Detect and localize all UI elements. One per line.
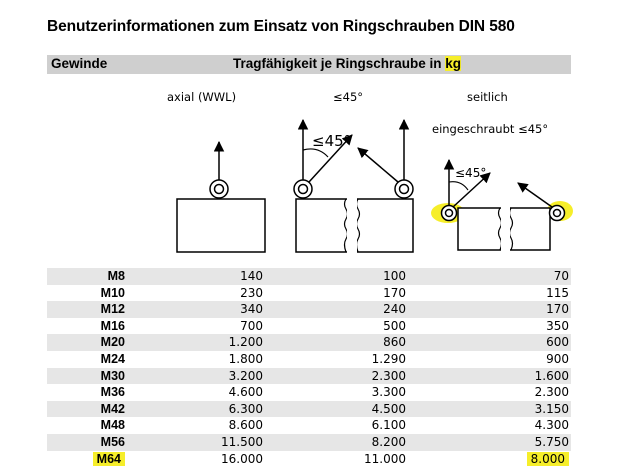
table-row <box>47 451 571 468</box>
cell-axial: 11.500 <box>125 434 263 451</box>
cell-seitlich: 5.750 <box>406 434 571 451</box>
header-gewinde: Gewinde <box>51 56 108 71</box>
table-row <box>47 417 571 434</box>
cell-axial: 140 <box>125 268 263 285</box>
table-row <box>47 285 571 302</box>
cell-axial: 3.200 <box>125 368 263 385</box>
cell-seitlich: 1.600 <box>406 368 571 385</box>
cell-gewinde: M24 <box>47 351 125 368</box>
cell-gewinde: M16 <box>47 318 125 335</box>
cell-angle45: 240 <box>263 301 406 318</box>
cell-seitlich: 4.300 <box>406 417 571 434</box>
diagram-angle45 <box>294 120 413 254</box>
cell-axial: 340 <box>125 301 263 318</box>
cell-angle45: 500 <box>263 318 406 335</box>
cell-seitlich: 2.300 <box>406 384 571 401</box>
cell-seitlich: 170 <box>406 301 571 318</box>
cell-axial: 230 <box>125 285 263 302</box>
table-row <box>47 434 571 451</box>
cell-gewinde: M48 <box>47 417 125 434</box>
cell-angle45: 3.300 <box>263 384 406 401</box>
table-row <box>47 301 571 318</box>
table-row <box>47 384 571 401</box>
label-seitlich: seitlich <box>467 90 508 104</box>
cell-angle45: 11.000 <box>263 451 406 468</box>
cell-gewinde: M30 <box>47 368 125 385</box>
cell-angle45: 1.290 <box>263 351 406 368</box>
cell-angle45: 4.500 <box>263 401 406 418</box>
page-title: Benutzerinformationen zum Einsatz von Ringschrauben DIN 580 <box>47 18 515 35</box>
table-row <box>47 334 571 351</box>
cell-gewinde: M56 <box>47 434 125 451</box>
cell-angle45: 2.300 <box>263 368 406 385</box>
cell-seitlich: 115 <box>406 285 571 302</box>
cell-angle45: 170 <box>263 285 406 302</box>
cell-seitlich: 900 <box>406 351 571 368</box>
cell-gewinde: M8 <box>47 268 125 285</box>
cell-angle45: 8.200 <box>263 434 406 451</box>
cell-gewinde: M12 <box>47 301 125 318</box>
cell-axial: 1.200 <box>125 334 263 351</box>
cell-seitlich: 70 <box>406 268 571 285</box>
cell-gewinde: M36 <box>47 384 125 401</box>
cell-seitlich: 350 <box>406 318 571 335</box>
highlight-kg: kg <box>445 56 462 71</box>
angle-sketch-label-2: ≤45° <box>455 166 487 180</box>
cell-angle45: 860 <box>263 334 406 351</box>
cell-gewinde: M64 <box>47 451 125 468</box>
table-row <box>47 318 571 335</box>
cell-axial: 16.000 <box>125 451 263 468</box>
diagram-axial <box>177 142 265 252</box>
cell-axial: 700 <box>125 318 263 335</box>
header-capacity-text: Tragfähigkeit je Ringschraube in kg <box>233 56 462 71</box>
cell-axial: 1.800 <box>125 351 263 368</box>
table-row <box>47 351 571 368</box>
cell-axial: 8.600 <box>125 417 263 434</box>
cell-axial: 6.300 <box>125 401 263 418</box>
cell-gewinde: M42 <box>47 401 125 418</box>
label-axial: axial (WWL) <box>167 90 237 104</box>
table-row <box>47 368 571 385</box>
table-row <box>47 401 571 418</box>
label-angle45: ≤45° <box>333 90 364 104</box>
cell-axial: 4.600 <box>125 384 263 401</box>
cell-seitlich: 8.000 <box>406 451 571 468</box>
angle-sketch-label: ≤45° <box>312 132 352 150</box>
cell-gewinde: M10 <box>47 285 125 302</box>
cell-seitlich: 600 <box>406 334 571 351</box>
cell-angle45: 100 <box>263 268 406 285</box>
cell-gewinde: M20 <box>47 334 125 351</box>
cell-angle45: 6.100 <box>263 417 406 434</box>
capacity-table <box>47 268 571 467</box>
label-eingeschraubt: eingeschraubt ≤45° <box>432 122 549 136</box>
table-row <box>47 268 571 285</box>
cell-seitlich: 3.150 <box>406 401 571 418</box>
